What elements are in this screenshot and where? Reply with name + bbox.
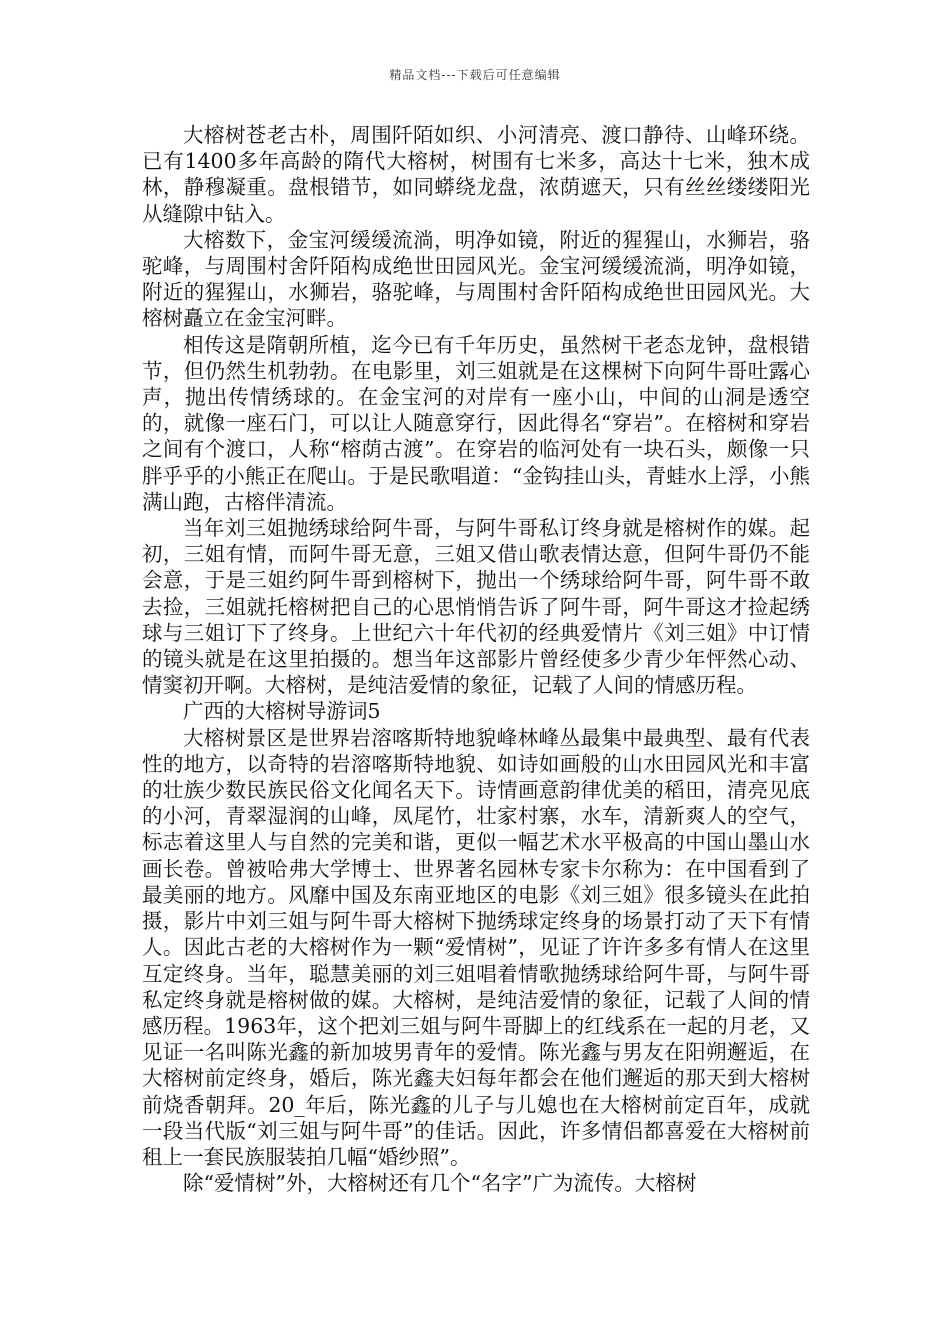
paragraph: 当年刘三姐抛绣球给阿牛哥，与阿牛哥私订终身就是榕树作的媒。起初，三姐有情，而阿牛哥无意，三姐又借山歌表情达意，但阿牛哥仍不能会意，于是三姐约阿牛哥到榕树下，抛出一个绣球给阿牛哥，阿牛哥不敢去捡，三姐就托榕树把自己的心思悄悄告诉了阿牛哥，阿牛哥这才捡起绣球与三姐订下了终身。上世纪六十年代初的经典爱情片《刘三姐》中订情的镜头就是在这里拍摄的。想当年这部影片曾经使多少青少年怦然心动、情窦初开啊。大榕树，是纯洁爱情的象征，记载了人间的情感历程。 (142, 516, 810, 698)
paragraph: 除“爱情树”外，大榕树还有几个“名字”广为流传。大榕树 (183, 1171, 697, 1196)
page-header: 精品文档---下载后可任意编辑 (389, 68, 561, 82)
section-heading: 广西的大榕树导游词5 (183, 699, 381, 724)
paragraph: 相传这是隋朝所植，迄今已有千年历史，虽然树干老态龙钟，盘根错节，但仍然生机勃勃。在电影里，刘三姐就是在这棵树下向阿牛哥吐露心声，抛出传情绣球的。在金宝河的对岸有一座小山，中间的山洞是透空的，就像一座石门，可以让人随意穿行，因此得名“穿岩”。在榕树和穿岩之间有个渡口，人称“榕荫古渡”。在穿岩的临河处有一块石头，颇像一只胖乎乎的小熊正在爬山。于是民歌唱道：“金钩挂山头，青蛙水上浮，小熊满山跑，古榕伴清流。 (142, 332, 810, 514)
paragraph: 大榕树苍老古朴，周围阡陌如织、小河清亮、渡口静待、山峰环绕。已有1400多年高龄的隋代大榕树，树围有七米多，高达十七米，独木成林，静穆凝重。盘根错节，如同蟒绕龙盘，浓荫遮天，只有丝丝缕缕阳光从缝隙中钻入。 (142, 123, 810, 226)
paragraph: 大榕树景区是世界岩溶喀斯特地貌峰林峰丛最集中最典型、最有代表性的地方，以奇特的岩溶喀斯特地貌、如诗如画般的山水田园风光和丰富的壮族少数民族民俗文化闻名天下。诗情画意韵律优美的稻田，清亮见底的小河，青翠湿润的山峰，凤尾竹，壮家村寨，水车，清新爽人的空气，标志着这里人与自然的完美和谐，更似一幅艺术水平极高的中国山墨山水画长卷。曾被哈弗大学博士、世界著名园林专家卡尔称为：在中国看到了最美丽的地方。风靡中国及东南亚地区的电影《刘三姐》很多镜头在此拍摄，影片中刘三姐与阿牛哥大榕树下抛绣球定终身的场景打动了天下有情人。因此古老的大榕树作为一颗“爱情树”，见证了许许多多有情人在这里互定终身。当年，聪慧美丽的刘三姐唱着情歌抛绣球给阿牛哥，与阿牛哥私定终身就是榕树做的媒。大榕树，是纯洁爱情的象征，记载了人间的情感历程。1963年，这个把刘三姐与阿牛哥脚上的红线系在一起的月老，又见证一名叫陈光鑫的新加坡男青年的爱情。陈光鑫与男友在阳朔邂逅，在大榕树前定终身，婚后，陈光鑫夫妇每年都会在他们邂逅的那天到大榕树前烧香朝拜。20_年后，陈光鑫的儿子与儿媳也在大榕树前定百年，成就一段当代版“刘三姐与阿牛哥”的佳话。因此，许多情侣都喜爱在大榕树前租上一套民族服装拍几幅“婚纱照”。 (142, 725, 810, 1169)
paragraph: 大榕数下，金宝河缓缓流淌，明净如镜，附近的猩猩山，水狮岩，骆驼峰，与周围村舍阡陌构成绝世田园风光。金宝河缓缓流淌，明净如镜，附近的猩猩山，水狮岩，骆驼峰，与周围村舍阡陌构成绝世田园风光。大榕树矗立在金宝河畔。 (142, 227, 810, 331)
document-body (142, 122, 810, 1196)
